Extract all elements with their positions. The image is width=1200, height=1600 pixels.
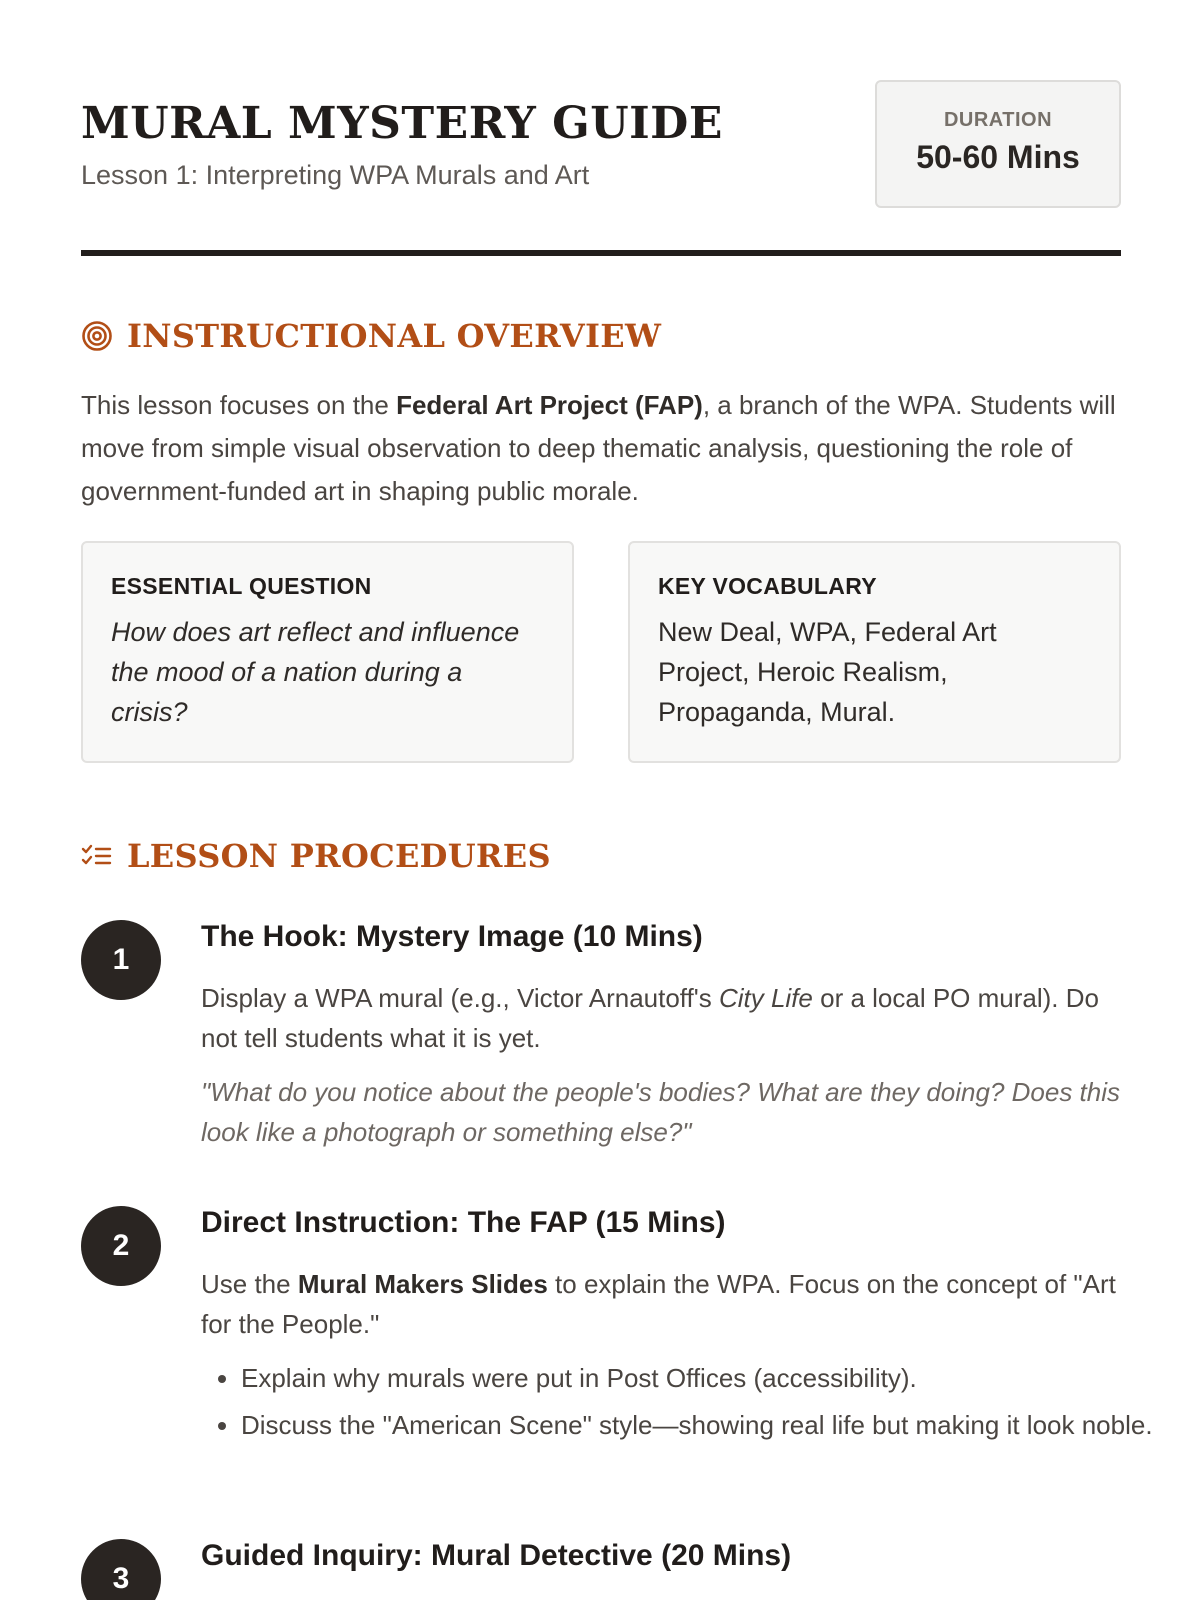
step-description bbox=[201, 1264, 1121, 1344]
step-description bbox=[201, 978, 1121, 1058]
duration-badge bbox=[875, 80, 1121, 208]
step-title: Guided Inquiry: Mural Detective (20 Mins) bbox=[201, 1539, 792, 1572]
step-bullet-list bbox=[201, 1358, 1161, 1452]
procedure-step-3 bbox=[81, 1539, 1121, 1600]
procedures-section-heading bbox=[81, 836, 551, 876]
page-title: MURAL MYSTERY GUIDE bbox=[81, 98, 723, 149]
duration-label: DURATION bbox=[943, 109, 1053, 131]
step-discussion-quote: "What do you notice about the people's bodies? What are they doing? Does this look like a photograph or something else?" bbox=[201, 1077, 1121, 1147]
page-subtitle: Lesson 1: Interpreting WPA Murals and Art bbox=[81, 160, 590, 190]
step-title: The Hook: Mystery Image (10 Mins) bbox=[201, 920, 703, 953]
key-vocabulary-card bbox=[628, 541, 1121, 763]
overview-heading: INSTRUCTIONAL OVERVIEW bbox=[127, 317, 662, 355]
key-vocabulary-label: KEY VOCABULARY bbox=[658, 573, 877, 599]
overview-text-start: This lesson focuses on the bbox=[81, 390, 397, 420]
overview-section-heading bbox=[81, 316, 661, 356]
procedures-heading: LESSON PROCEDURES bbox=[127, 837, 551, 875]
step-1-desc-end: or a local PO mural). Do not tell students what it is yet. bbox=[201, 983, 1099, 1053]
target-icon bbox=[81, 320, 113, 352]
overview-paragraph bbox=[81, 384, 1121, 513]
step-number-badge: 2 bbox=[81, 1206, 161, 1286]
step-2-desc-start: Use the bbox=[201, 1269, 298, 1299]
list-item: • Explain why murals were put in Post Offices (accessibility). bbox=[241, 1358, 1161, 1398]
step-title: Direct Instruction: The FAP (15 Mins) bbox=[201, 1206, 726, 1239]
step-1-desc-italic: City Life bbox=[718, 983, 813, 1013]
step-1-desc-start: Display a WPA mural (e.g., Victor Arnautoff's bbox=[201, 983, 719, 1013]
duration-value: 50-60 Mins bbox=[916, 139, 1080, 175]
overview-text-bold: Federal Art Project (FAP) bbox=[396, 390, 703, 420]
checklist-icon bbox=[81, 840, 113, 872]
page-header bbox=[81, 80, 1121, 256]
essential-question-text: How does art reflect and influence the mood of a nation during a crisis? bbox=[111, 617, 520, 727]
essential-question-label: ESSENTIAL QUESTION bbox=[111, 573, 372, 599]
essential-question-card bbox=[81, 541, 574, 763]
header-divider bbox=[81, 250, 1121, 256]
procedure-step-2 bbox=[81, 1206, 1153, 1496]
step-number-badge: 3 bbox=[81, 1539, 161, 1600]
step-2-desc-bold: Mural Makers Slides bbox=[297, 1269, 548, 1299]
procedure-step-1 bbox=[81, 920, 1121, 1160]
key-vocabulary-text: New Deal, WPA, Federal Art Project, Heroic Realism, Propaganda, Mural. bbox=[658, 617, 997, 727]
list-item: • Discuss the "American Scene" style—showing real life but making it look noble. bbox=[241, 1405, 1161, 1445]
overview-text-end: , a branch of the WPA. Students will move from simple visual observation to deep thematic analysis, questioning the role of government-funded art in shaping public morale. bbox=[81, 390, 1116, 506]
step-number-badge: 1 bbox=[81, 920, 161, 1000]
step-2-desc-end: to explain the WPA. Focus on the concept of "Art for the People." bbox=[201, 1269, 1116, 1339]
